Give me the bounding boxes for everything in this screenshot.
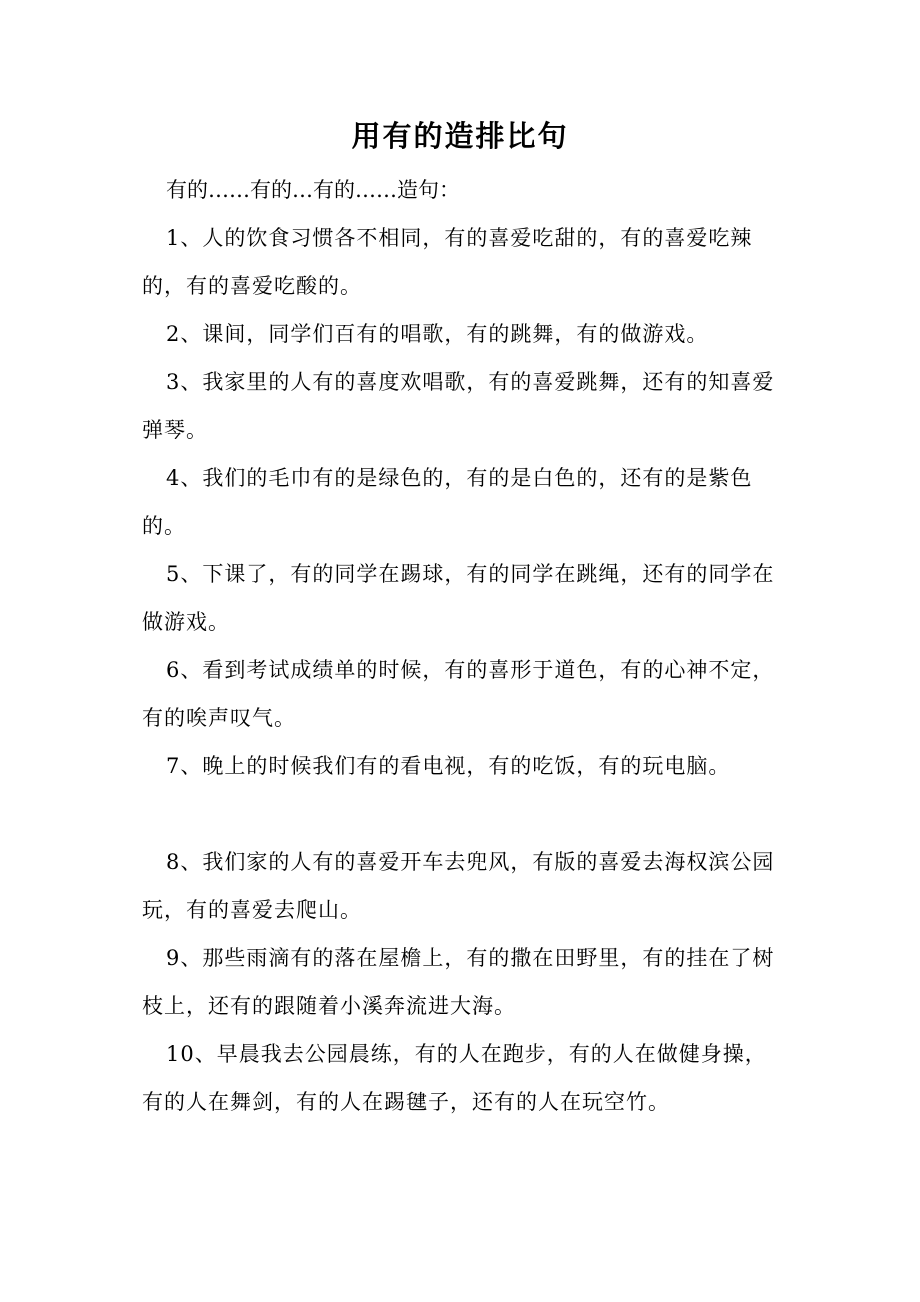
sentence-item-9: 9、那些雨滴有的落在屋檐上，有的撒在田野里，有的挂在了树枝上，还有的跟随着小溪奔流进大海。 bbox=[142, 946, 775, 1018]
sentence-item-2: 2、课间，同学们百有的唱歌，有的跳舞，有的做游戏。 bbox=[166, 322, 709, 346]
sentence-item-1: 1、人的饮食习惯各不相同，有的喜爱吃甜的，有的喜爱吃辣的，有的喜爱吃酸的。 bbox=[142, 226, 753, 298]
sentence-item-6: 6、看到考试成绩单的时候，有的喜形于道色，有的心神不定，有的唉声叹气。 bbox=[142, 658, 775, 730]
sentence-item-7: 7、晚上的时候我们有的看电视，有的吃饭，有的玩电脑。 bbox=[166, 754, 731, 778]
document-title: 用有的造排比句 bbox=[351, 119, 569, 153]
sentence-item-3: 3、我家里的人有的喜度欢唱歌，有的喜爱跳舞，还有的知喜爱弹琴。 bbox=[142, 370, 775, 442]
sentence-item-4: 4、我们的毛巾有的是绿色的，有的是白色的，还有的是紫色的。 bbox=[142, 466, 753, 538]
sentence-item-5: 5、下课了，有的同学在踢球，有的同学在跳绳，还有的同学在做游戏。 bbox=[142, 562, 775, 634]
sentence-item-8: 8、我们家的人有的喜爱开车去兜风，有版的喜爱去海权滨公园玩，有的喜爱去爬山。 bbox=[142, 850, 775, 922]
sentence-item-10: 10、早晨我去公园晨练，有的人在跑步，有的人在做健身操，有的人在舞剑，有的人在踢毽子，还有的人在玩空竹。 bbox=[142, 1042, 767, 1114]
intro-line: 有的……有的…有的……造句： bbox=[166, 178, 460, 202]
document-body bbox=[142, 166, 782, 1126]
